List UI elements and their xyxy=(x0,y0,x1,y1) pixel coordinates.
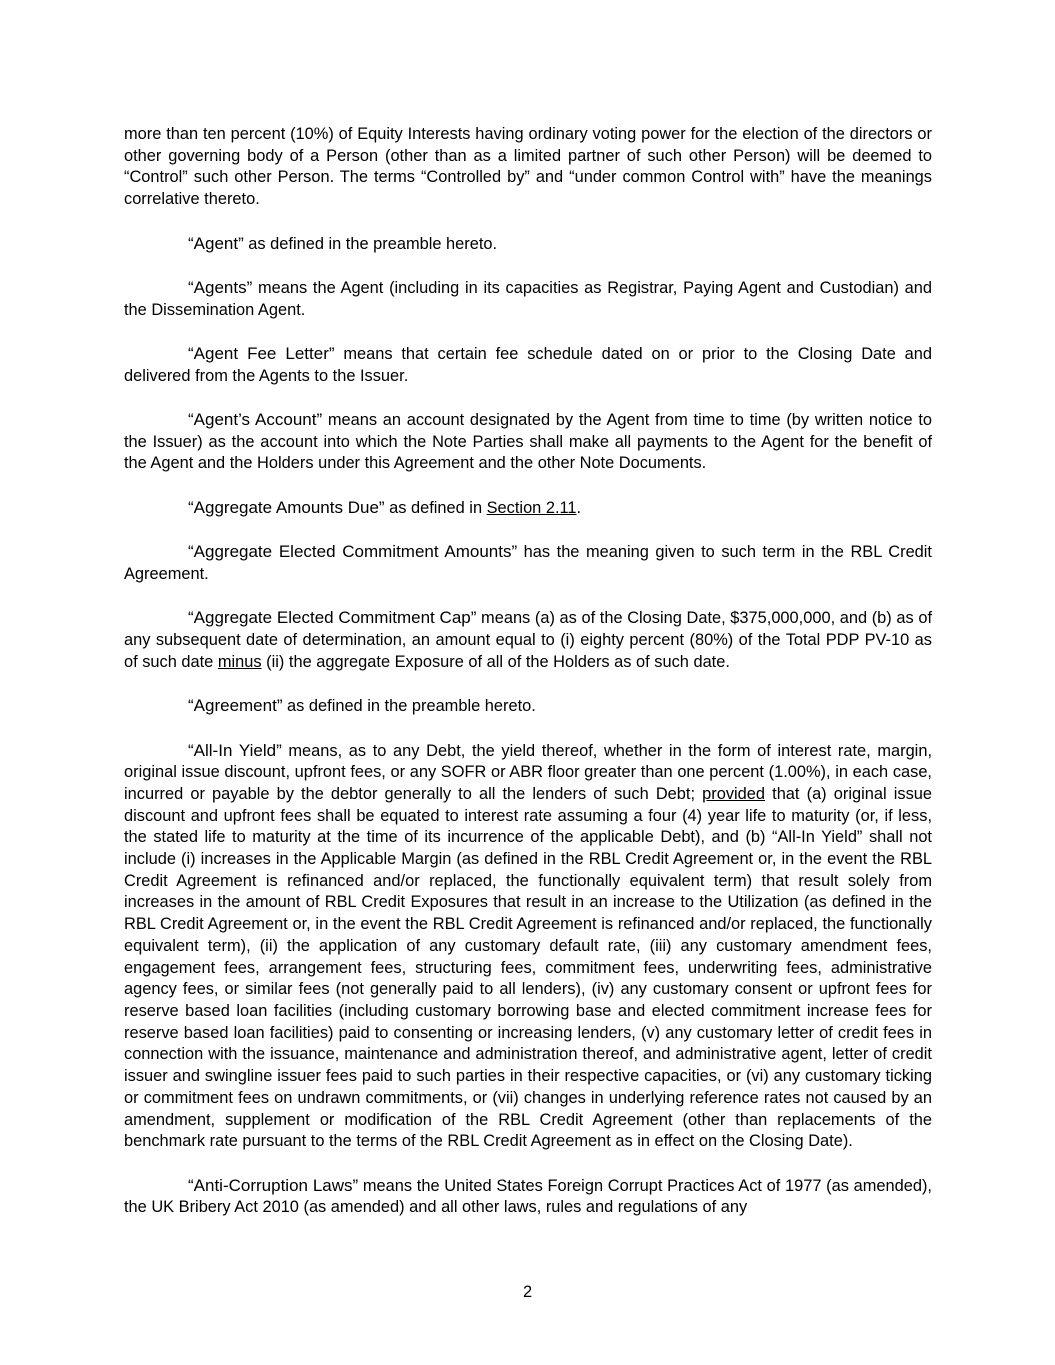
definition-anti-corruption-laws xyxy=(124,1175,932,1219)
definition-aggregate-elected-commitment-cap xyxy=(124,607,932,673)
defined-term: “Aggregate Amounts Due” xyxy=(188,497,385,517)
definition-text: as defined in the preamble hereto. xyxy=(243,234,498,253)
defined-term: “Agreement” xyxy=(188,696,283,716)
defined-term: “Anti-Corruption Laws” xyxy=(188,1175,359,1195)
defined-term: “Aggregate Elected Commitment Cap” xyxy=(188,608,477,628)
definition-text: means an account designated by the Agent from time to time (by written notice to the Issuer) as the account into which the Note Parties shall make all payments to the Agent for the benefit of the Agent and the Holders under this Agreement and the other Note Documents. xyxy=(124,411,932,473)
definition-agents-account xyxy=(124,409,932,475)
definition-text: has the meaning given to such term in the RBL Credit Agreement. xyxy=(124,543,932,583)
defined-term: “Aggregate Elected Commitment Amounts” xyxy=(188,542,518,562)
definition-agents xyxy=(124,277,932,321)
defined-term: “All-In Yield” xyxy=(188,740,282,760)
definition-agent xyxy=(124,233,932,256)
definition-aggregate-elected-commitment-amounts xyxy=(124,541,932,585)
definition-text: as defined in the preamble hereto. xyxy=(282,697,536,716)
definition-all-in-yield xyxy=(124,740,932,1153)
defined-term: “Agent” xyxy=(188,233,244,253)
defined-term: “Agent’s Account” xyxy=(188,410,323,430)
definition-agreement xyxy=(124,695,932,718)
definition-text-end: (ii) the aggregate Exposure of all of the Holders as of such date. xyxy=(261,652,730,671)
section-reference: Section 2.11 xyxy=(486,498,577,517)
definition-text-end: that (a) original issue discount and upfront fees shall be equated to interest rate assuming a four (4) year life to maturity (or, if less, the stated life to maturity at the time of its incurrence of the applicable Debt), and (b) “All-In Yield” shall not include (i) increases in the Applicable Margin (as defined in the RBL Credit Agreement or, in the event the RBL Credit Agreement is refinanced and/or replaced, the functionally equivalent term) that result solely from increases in the amount of RBL Credit Exposures that result in an increase to the Utilization (as defined in the RBL Credit Agreement or, in the event the RBL Credit Agreement is refinanced and/or replaced, the functionally equivalent term), (ii) the application of any customary default rate, (iii) any customary amendment fees, engagement fees, arrangement fees, structuring fees, commitment fees, underwriting fees, administrative agency fees, or similar fees (not generally paid to all lenders), (iv) any customary consent or upfront fees for reserve based loan facilities (including customary borrowing base and elected commitment increase fees for reserve based loan facilities) paid to consenting or increasing lenders, (v) any customary letter of credit fees in connection with the issuance, maintenance and administration thereof, and administrative agent, letter of credit issuer and swingline issuer fees paid to such parties in their respective capacities, or (vi) any customary ticking or commitment fees on undrawn commitments, or (vii) changes in underlying reference rates not caused by an amendment, supplement or modification of the RBL Credit Agreement (other than replacements of the benchmark rate pursuant to the terms of the RBL Credit Agreement as in effect on the Closing Date). xyxy=(124,784,932,1151)
definition-aggregate-amounts-due xyxy=(124,497,932,520)
underlined-word: minus xyxy=(217,652,262,671)
definition-text-end: . xyxy=(576,498,582,517)
defined-term: “Agent Fee Letter” xyxy=(188,343,335,363)
paragraph-text: more than ten percent (10%) of Equity Interests having ordinary voting power for the election of the directors or other governing body of a Person (other than as a limited partner of such other Person) will be deemed to “Control” such other Person. The terms “Controlled by” and “under common Control with” have the meanings correlative thereto. xyxy=(124,125,932,209)
definition-text: means the United States Foreign Corrupt Practices Act of 1977 (as amended), the UK Bribery Act 2010 (as amended) and all other laws, rules and regulations of any xyxy=(124,1176,932,1217)
definition-text: means the Agent (including in its capacities as Registrar, Paying Agent and Custodian) and the Dissemination Agent. xyxy=(124,278,932,319)
definition-text: means (a) as of the Closing Date, $375,000,000, and (b) as of any subsequent date of determination, an amount equal to (i) eighty percent (80%) of the Total PDP PV-10 as of such date xyxy=(124,609,933,671)
page-number: 2 xyxy=(522,1283,533,1301)
definition-agent-fee-letter xyxy=(124,343,932,387)
definition-text: means, as to any Debt, the yield thereof, whether in the form of interest rate, margin, original issue discount, upfront fees, or any SOFR or ABR floor greater than one percent (1.00%), in each case, incurred or payable by the debtor generally to all the lenders of such Debt; xyxy=(124,741,932,803)
definition-text: means that certain fee schedule dated on or prior to the Closing Date and delivered from the Agents to the Issuer. xyxy=(124,344,932,385)
definition-text: as defined in xyxy=(384,498,487,517)
underlined-word: provided xyxy=(702,784,766,803)
paragraph-control-continuation xyxy=(124,124,932,211)
document-body xyxy=(124,124,932,1241)
defined-term: “Agents” xyxy=(188,277,253,297)
